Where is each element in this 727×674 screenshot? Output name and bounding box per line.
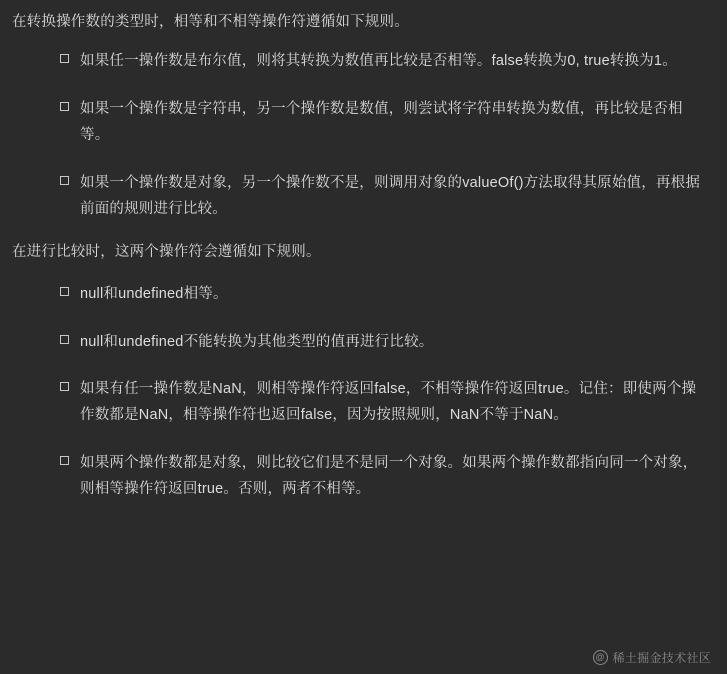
second-rules-list [44, 282, 701, 503]
first-rules-list [44, 49, 701, 222]
square-bullet-icon [60, 382, 69, 391]
intro-paragraph: 在转换操作数的类型时，相等和不相等操作符遵循如下规则。 [12, 14, 409, 30]
square-bullet-icon [60, 176, 69, 185]
second-paragraph: 在进行比较时，这两个操作符会遵循如下规则。 [12, 244, 321, 261]
watermark [593, 649, 711, 666]
square-bullet-icon [60, 287, 69, 296]
watermark-logo-icon: @ [593, 650, 608, 665]
second-rules-block [44, 282, 701, 503]
list-item-text: null和undefined不能转换为其他类型的值再进行比较。 [80, 333, 434, 350]
list-item [44, 97, 701, 149]
list-item [44, 377, 701, 429]
list-item [44, 171, 701, 223]
list-item [44, 330, 701, 356]
square-bullet-icon [60, 102, 69, 111]
list-item [44, 282, 701, 308]
square-bullet-icon [60, 54, 69, 63]
list-item-text: 如果两个操作数都是对象，则比较它们是不是同一个对象。如果两个操作数都指向同一个对象，则相等操作符返回true。否则，两者不相等。 [80, 454, 698, 497]
square-bullet-icon [60, 335, 69, 344]
right-edge-strip [723, 0, 727, 674]
square-bullet-icon [60, 456, 69, 465]
list-item-text: 如果有任一操作数是NaN，则相等操作符返回false，不相等操作符返回true。记住：即使两个操作数都是NaN，相等操作符也返回false，因为按照规则，NaN不等于NaN。 [80, 381, 697, 424]
list-item-text: 如果任一操作数是布尔值，则将其转换为数值再比较是否相等。false转换为0, true转换为1。 [80, 53, 677, 70]
list-item-text: 如果一个操作数是字符串，另一个操作数是数值，则尝试将字符串转换为数值，再比较是否相等。 [80, 101, 683, 143]
list-item-text: 如果一个操作数是对象，另一个操作数不是，则调用对象的valueOf()方法取得其原始值，再根据前面的规则进行比较。 [80, 174, 701, 217]
list-item [44, 49, 701, 75]
list-item-text: null和undefined相等。 [80, 285, 228, 302]
first-rules-block [44, 49, 701, 222]
list-item [44, 451, 701, 503]
watermark-text: 稀土掘金技术社区 [612, 651, 711, 665]
